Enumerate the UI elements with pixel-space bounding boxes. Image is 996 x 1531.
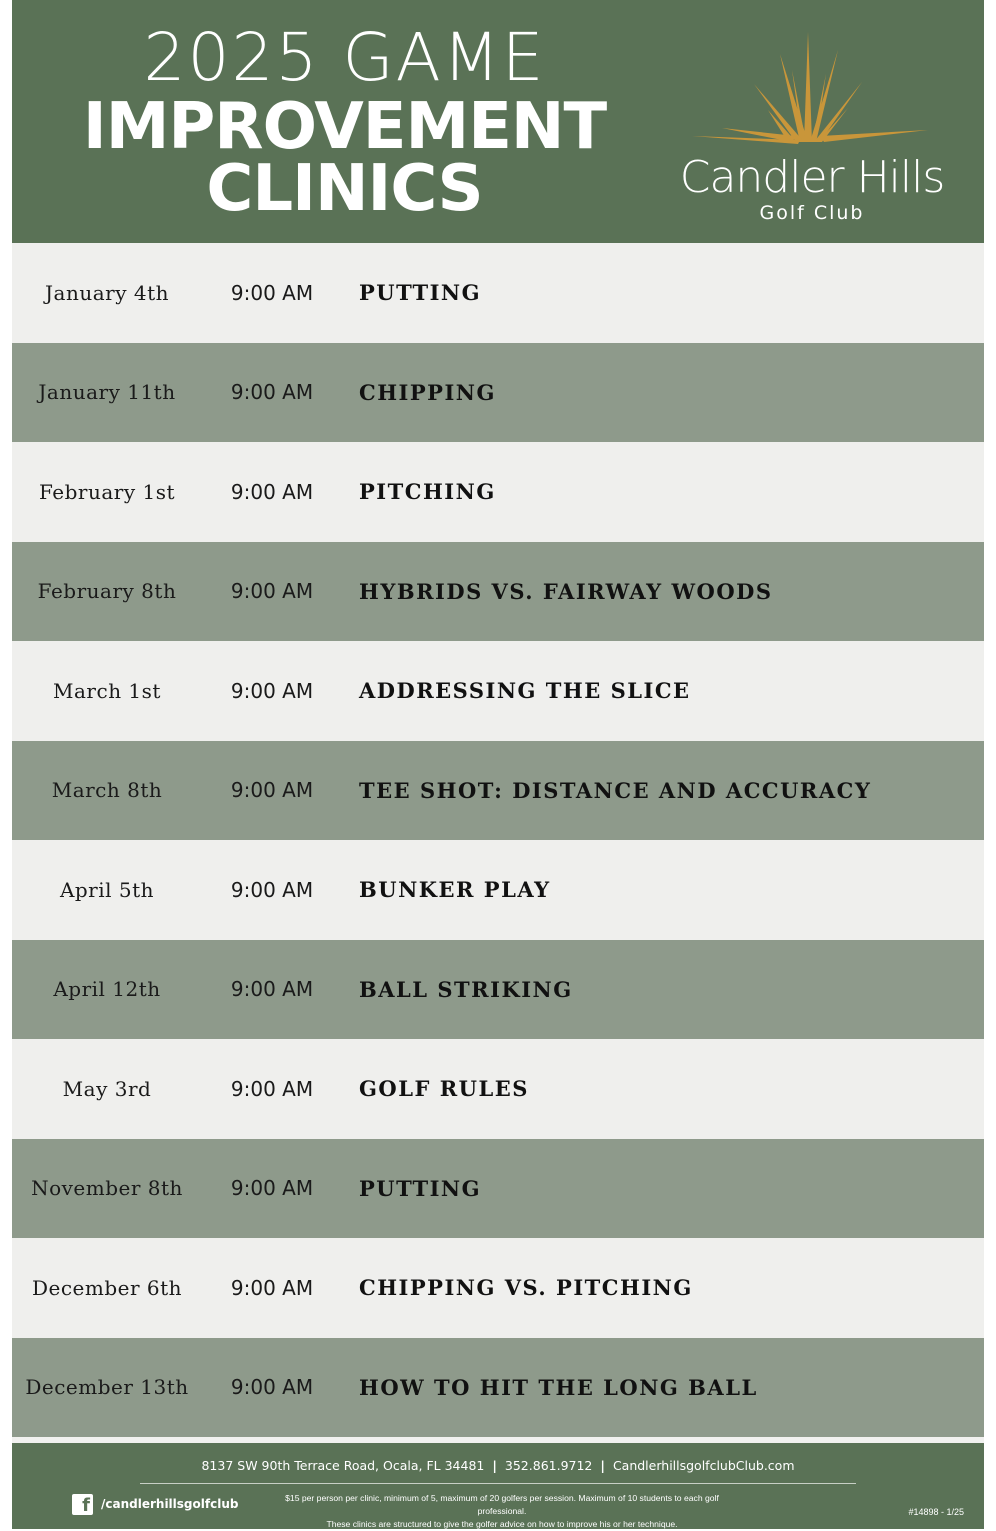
- schedule-row: [12, 243, 984, 343]
- schedule-row: [12, 1338, 984, 1438]
- clinic-date: December 6th: [31, 1275, 183, 1300]
- clinic-topic: HOW TO HIT THE LONG BALL: [359, 1374, 758, 1400]
- clinic-time: 9:00 AM: [230, 778, 314, 803]
- clinic-topic: PITCHING: [359, 479, 496, 505]
- clinic-time: 9:00 AM: [230, 579, 314, 604]
- facebook-handle: /candlerhillsgolfclub: [101, 1497, 239, 1511]
- clinic-time: 9:00 AM: [230, 479, 314, 504]
- clinic-topic: PUTTING: [359, 1175, 482, 1201]
- clinic-time: 9:00 AM: [230, 1176, 314, 1201]
- clinic-topic: HYBRIDS VS. FAIRWAY WOODS: [359, 578, 773, 604]
- clinic-topic: ADDRESSING THE SLICE: [359, 678, 691, 704]
- clinic-time: 9:00 AM: [230, 280, 314, 305]
- print-code: #14898 - 1/25: [908, 1507, 964, 1517]
- clinic-date: April 5th: [59, 877, 155, 902]
- clinic-date: January 4th: [45, 280, 169, 305]
- schedule-row: [12, 1139, 984, 1239]
- contact-line: [12, 1458, 984, 1473]
- fine-print-description: These clinics are structured to give the golfer advice on how to improve his or her technique.: [326, 1519, 678, 1529]
- club-phone[interactable]: 352.861.9712: [504, 1458, 593, 1473]
- title-clinics-line: CLINICS: [206, 152, 483, 226]
- clinic-time: 9:00 AM: [230, 977, 314, 1002]
- poster-header: [12, 0, 984, 243]
- poster-footer: [12, 1443, 984, 1529]
- schedule-row: [12, 343, 984, 443]
- clinic-poster: [12, 0, 984, 1529]
- clinic-topic: PUTTING: [359, 280, 482, 306]
- clinic-schedule: [12, 243, 984, 1437]
- clinic-topic: CHIPPING: [359, 379, 496, 405]
- logo-club-name: Candler Hills: [679, 152, 945, 203]
- clinic-time: 9:00 AM: [230, 380, 314, 405]
- contact-separator: |: [492, 1458, 497, 1473]
- clinic-topic: GOLF RULES: [359, 1076, 529, 1102]
- schedule-row: [12, 741, 984, 841]
- club-address: 8137 SW 90th Terrace Road, Ocala, FL 34481: [201, 1458, 485, 1473]
- facebook-icon: f: [72, 1494, 93, 1515]
- clinic-date: February 8th: [37, 579, 177, 604]
- clinic-date: January 11th: [38, 380, 176, 405]
- club-website-link[interactable]: CandlerhillsgolfclubClub.com: [612, 1458, 795, 1473]
- contact-separator: |: [600, 1458, 605, 1473]
- fine-print: [262, 1492, 742, 1531]
- clinic-date: December 13th: [25, 1375, 189, 1400]
- clinic-topic: BUNKER PLAY: [359, 877, 551, 903]
- clinic-topic: TEE SHOT: DISTANCE AND ACCURACY: [359, 777, 872, 803]
- clinic-date: May 3rd: [62, 1076, 152, 1101]
- clinic-date: February 1st: [38, 479, 176, 504]
- clinic-time: 9:00 AM: [230, 877, 314, 902]
- logo-club-subtitle: Golf Club: [759, 202, 865, 224]
- title-year-line: 2025 GAME: [143, 19, 546, 96]
- schedule-row: [12, 1039, 984, 1139]
- clinic-date: November 8th: [31, 1176, 183, 1201]
- club-logo: [662, 24, 962, 229]
- clinic-date: April 12th: [53, 977, 161, 1002]
- schedule-row: [12, 442, 984, 542]
- clinic-time: 9:00 AM: [230, 1375, 314, 1400]
- grass-tuft-icon: [692, 24, 932, 149]
- schedule-row: [12, 840, 984, 940]
- footer-divider: [140, 1483, 856, 1484]
- clinic-topic: BALL STRIKING: [359, 976, 573, 1002]
- clinic-date: March 8th: [51, 778, 163, 803]
- clinic-date: March 1st: [53, 678, 161, 703]
- facebook-link[interactable]: [72, 1493, 238, 1515]
- schedule-row: [12, 940, 984, 1040]
- clinic-time: 9:00 AM: [230, 1275, 314, 1300]
- schedule-row: [12, 641, 984, 741]
- schedule-row: [12, 1238, 984, 1338]
- clinic-topic: CHIPPING VS. PITCHING: [359, 1275, 693, 1301]
- schedule-row: [12, 542, 984, 642]
- clinic-time: 9:00 AM: [230, 1076, 314, 1101]
- clinic-time: 9:00 AM: [230, 678, 314, 703]
- fine-print-pricing: $15 per person per clinic, minimum of 5, maximum of 20 golfers per session. Maximum of 10 students to each golf professional.: [285, 1493, 719, 1516]
- title-improvement-line: IMPROVEMENT: [82, 90, 607, 164]
